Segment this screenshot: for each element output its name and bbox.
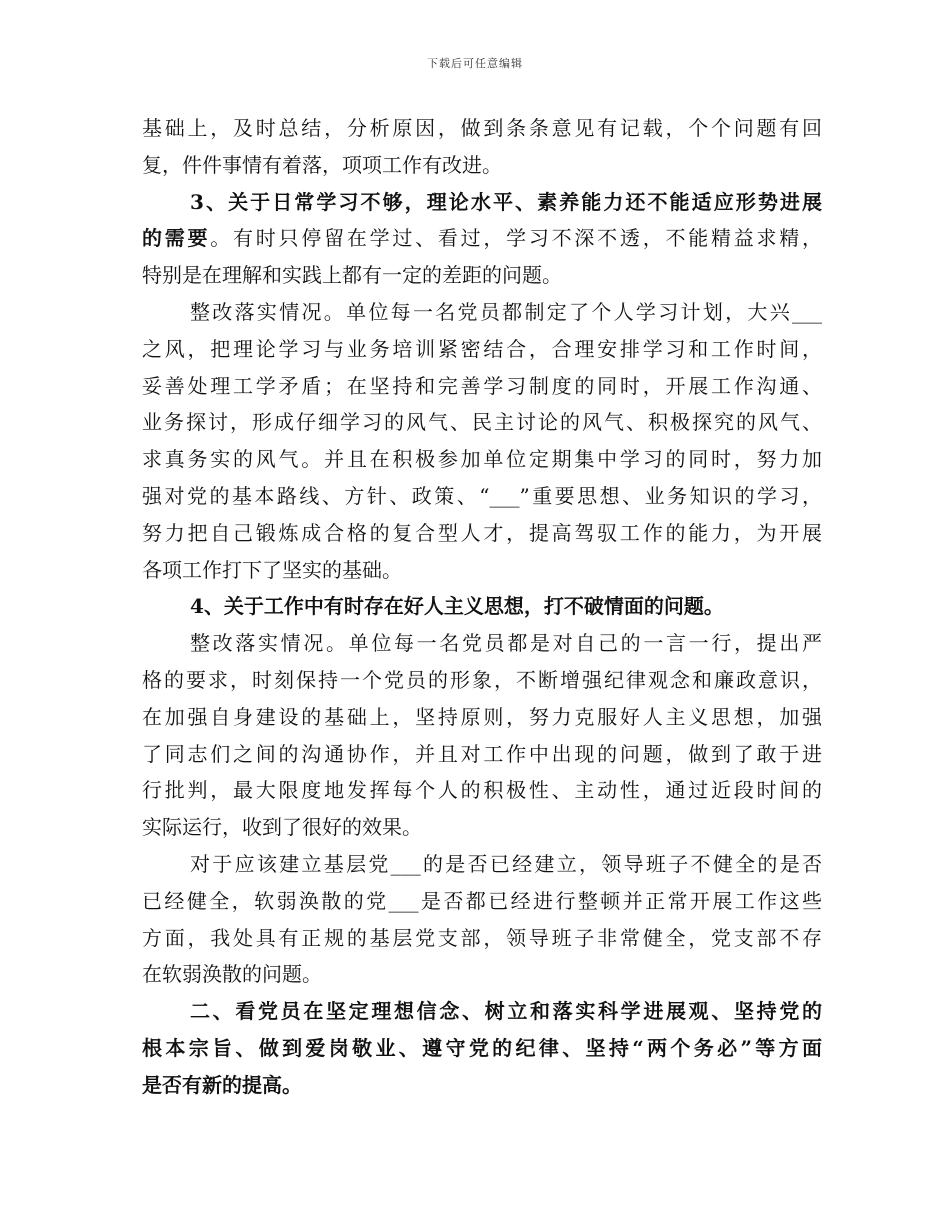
- paragraph-line: 整改落实情况。单位每一名党员都制定了个人学习计划，大兴___: [190, 299, 822, 324]
- paragraph-line: 在软弱涣散的问题。: [142, 962, 322, 987]
- section-heading: 根本宗旨、做到爱岗敬业、遵守党的纪律、坚持“两个务必”等方面: [142, 1035, 822, 1060]
- section-heading-tail: 的需要: [142, 226, 211, 251]
- paragraph-line: 在加强自身建设的基础上，坚持原则，努力克服好人主义思想，加强: [142, 704, 822, 729]
- document-body: [142, 110, 822, 1104]
- paragraph-line: 格的要求，时刻保持一个党员的形象，不断增强纪律观念和廉政意识，: [142, 667, 822, 692]
- paragraph-line: 对于应该建立基层党___的是否已经建立，领导班子不健全的是否: [190, 851, 822, 876]
- paragraph-line: 强对党的基本路线、方针、政策、“___”重要思想、业务知识的学习，: [142, 483, 822, 508]
- paragraph-line: 已经健全，软弱涣散的党___是否都已经进行整顿并正常开展工作这些: [142, 888, 822, 913]
- section-heading: 是否有新的提高。: [142, 1072, 302, 1097]
- paragraph-line: 特别是在理解和实践上都有一定的差距的问题。: [142, 263, 562, 288]
- paragraph-line: [142, 220, 822, 257]
- paragraph-line: 了同志们之间的沟通协作，并且对工作中出现的问题，做到了敢于进: [142, 741, 822, 766]
- paragraph-line: 实际运行，收到了很好的效果。: [142, 815, 422, 840]
- section-heading: 二、看党员在坚定理想信念、树立和落实科学进展观、坚持党的: [190, 999, 822, 1024]
- paragraph-line: 方面，我处具有正规的基层党支部，领导班子非常健全，党支部不存: [142, 925, 822, 950]
- paragraph-line: 妥善处理工学矛盾；在坚持和完善学习制度的同时，开展工作沟通、: [142, 373, 822, 398]
- paragraph-line: 各项工作打下了坚实的基础。: [142, 557, 402, 582]
- paragraph-line: 行批判，最大限度地发挥每个人的积极性、主动性，通过近段时间的: [142, 778, 822, 803]
- section-heading: 3、关于日常学习不够，理论水平、素养能力还不能适应形势进展: [190, 189, 822, 214]
- paragraph-line: 复，件件事情有着落，项项工作有改进。: [142, 152, 502, 177]
- paragraph-line: 业务探讨，形成仔细学习的风气、民主讨论的风气、积极探究的风气、: [142, 410, 822, 435]
- paragraph-line: 基础上，及时总结，分析原因，做到条条意见有记载，个个问题有回: [142, 116, 822, 140]
- section-heading: 4、关于工作中有时存在好人主义思想，打不破情面的问题。: [190, 594, 724, 619]
- page-header: 下载后可任意编辑: [427, 57, 523, 70]
- paragraph-line: 努力把自己锻炼成合格的复合型人才，提高驾驭工作的能力，为开展: [142, 520, 822, 545]
- paragraph-line: 整改落实情况。单位每一名党员都是对自己的一言一行，提出严: [190, 631, 822, 656]
- paragraph-text: 。有时只停留在学过、看过，学习不深不透，不能精益求精，: [210, 226, 823, 251]
- paragraph-line: 之风，把理论学习与业务培训紧密结合，合理安排学习和工作时间，: [142, 336, 822, 361]
- paragraph-line: 求真务实的风气。并且在积极参加单位定期集中学习的同时，努力加: [142, 447, 822, 472]
